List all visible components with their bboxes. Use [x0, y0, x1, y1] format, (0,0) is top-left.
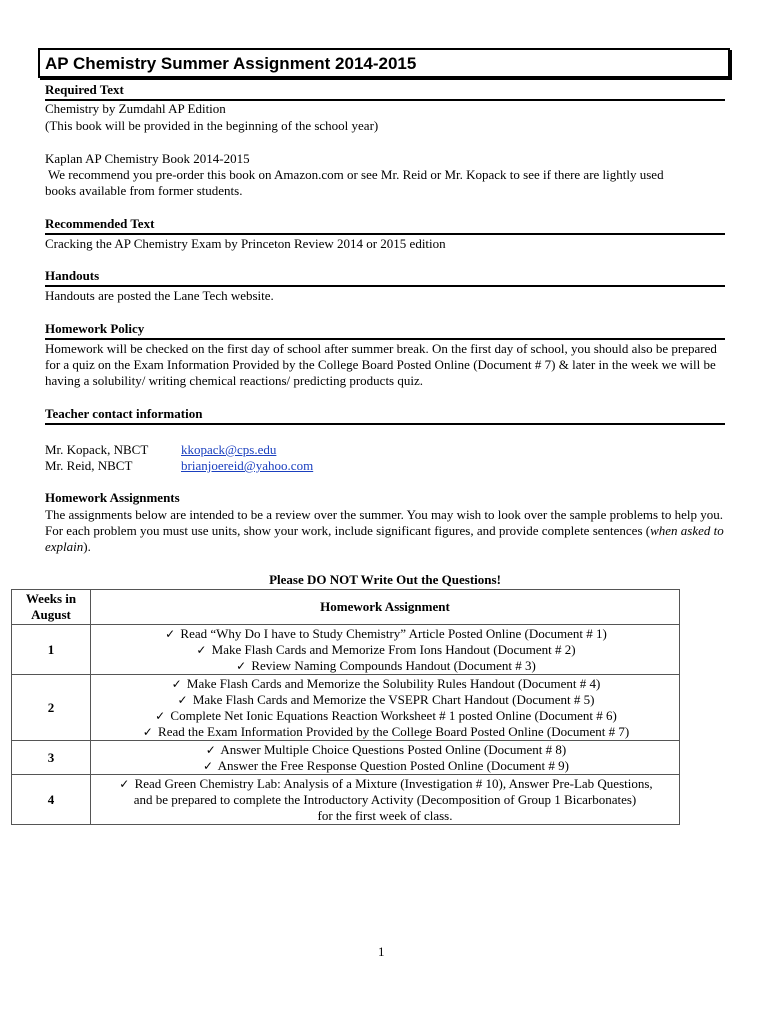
homework-table	[11, 589, 680, 825]
table-row	[12, 675, 680, 741]
assignments-heading: Homework Assignments	[45, 490, 180, 505]
checkmark-icon: ✓	[203, 759, 214, 773]
assignments-intro	[45, 507, 735, 555]
week-cell: 2	[12, 675, 91, 741]
assignments-intro-end: ).	[83, 539, 91, 554]
list-item: and be prepared to complete the Introductory Activity (Decomposition of Group 1 Bicarbonates)	[133, 792, 637, 807]
checkmark-icon: ✓	[142, 725, 153, 739]
list-item: ✓ Read Green Chemistry Lab: Analysis of a Mixture (Investigation # 10), Answer Pre-Lab Questions,	[119, 776, 653, 791]
policy-text: Homework will be checked on the first day of school after summer break. On the first day of school, you should also be prepared for a quiz on the Exam Information Provided by the College Board Posted Online (Document # 7) & later in the week we will be having a solubility/ writing chemical reactions/ predicting products quiz.	[45, 341, 717, 388]
items-cell	[91, 675, 680, 741]
checkmark-icon: ✓	[236, 659, 247, 673]
checkmark-icon: ✓	[155, 709, 166, 723]
handouts-heading: Handouts	[45, 268, 725, 287]
checkmark-icon: ✓	[165, 627, 176, 641]
required-heading: Required Text	[45, 82, 725, 101]
assignments-intro-text: The assignments below are intended to be a review over the summer. You may wish to look over the sample problems to help you. For each problem you must use units, show your work, include significant figures, and provide complete sentences (	[45, 507, 724, 538]
checkmark-icon: ✓	[196, 643, 207, 657]
recommended-heading: Recommended Text	[45, 216, 725, 235]
table-header-row	[12, 590, 680, 625]
checkmark-icon: ✓	[119, 777, 130, 791]
contact-email-1[interactable]: kkopack@cps.edu	[181, 442, 277, 457]
table-row	[12, 741, 680, 775]
table-row	[12, 775, 680, 825]
items-cell	[91, 625, 680, 675]
list-item: ✓ Answer the Free Response Question Posted Online (Document # 9)	[203, 758, 569, 773]
title-box	[38, 48, 730, 78]
policy-heading: Homework Policy	[45, 321, 725, 340]
required-line-1: Chemistry by Zumdahl AP Edition	[45, 101, 226, 116]
col-assignment: Homework Assignment	[91, 590, 680, 625]
required-line-4: We recommend you pre-order this book on Amazon.com or see Mr. Reid or Mr. Kopack to see if there are lightly used	[45, 167, 664, 182]
checkmark-icon: ✓	[177, 693, 188, 707]
checkmark-icon: ✓	[171, 677, 182, 691]
list-item: ✓ Review Naming Compounds Handout (Document # 3)	[236, 658, 536, 673]
notice: Please DO NOT Write Out the Questions!	[269, 572, 501, 587]
items-cell	[91, 741, 680, 775]
list-item: ✓ Answer Multiple Choice Questions Posted Online (Document # 8)	[205, 742, 567, 757]
contact-name-1: Mr. Kopack, NBCT	[45, 442, 149, 457]
list-item: ✓ Read “Why Do I have to Study Chemistry” Article Posted Online (Document # 1)	[165, 626, 607, 641]
assignments-intro-emphasis: when asked to explain	[45, 523, 724, 554]
required-line-2: (This book will be provided in the beginning of the school year)	[45, 118, 379, 133]
contact-name-2: Mr. Reid, NBCT	[45, 458, 133, 473]
week-cell: 3	[12, 741, 91, 775]
week-cell: 4	[12, 775, 91, 825]
list-item: ✓ Complete Net Ionic Equations Reaction Worksheet # 1 posted Online (Document # 6)	[155, 708, 617, 723]
list-item: for the first week of class.	[317, 808, 453, 823]
list-item: ✓ Make Flash Cards and Memorize From Ions Handout (Document # 2)	[196, 642, 576, 657]
contact-heading: Teacher contact information	[45, 406, 725, 425]
week-cell: 1	[12, 625, 91, 675]
items-cell	[91, 775, 680, 825]
checkmark-icon: ✓	[205, 743, 216, 757]
contact-email-2[interactable]: brianjoereid@yahoo.com	[181, 458, 314, 473]
required-line-5: books available from former students.	[45, 183, 243, 198]
list-item: ✓ Read the Exam Information Provided by the College Board Posted Online (Document # 7)	[142, 724, 630, 739]
required-line-3: Kaplan AP Chemistry Book 2014-2015	[45, 151, 250, 166]
table-row	[12, 625, 680, 675]
page-title: AP Chemistry Summer Assignment 2014-2015	[45, 54, 417, 73]
list-item: ✓ Make Flash Cards and Memorize the Solubility Rules Handout (Document # 4)	[171, 676, 601, 691]
recommended-line-1: Cracking the AP Chemistry Exam by Princeton Review 2014 or 2015 edition	[45, 236, 446, 251]
handouts-line-1: Handouts are posted the Lane Tech website.	[45, 288, 274, 303]
col-weeks: Weeks in August	[12, 590, 91, 625]
page-number: 1	[378, 944, 385, 959]
list-item: ✓ Make Flash Cards and Memorize the VSEPR Chart Handout (Document # 5)	[177, 692, 595, 707]
